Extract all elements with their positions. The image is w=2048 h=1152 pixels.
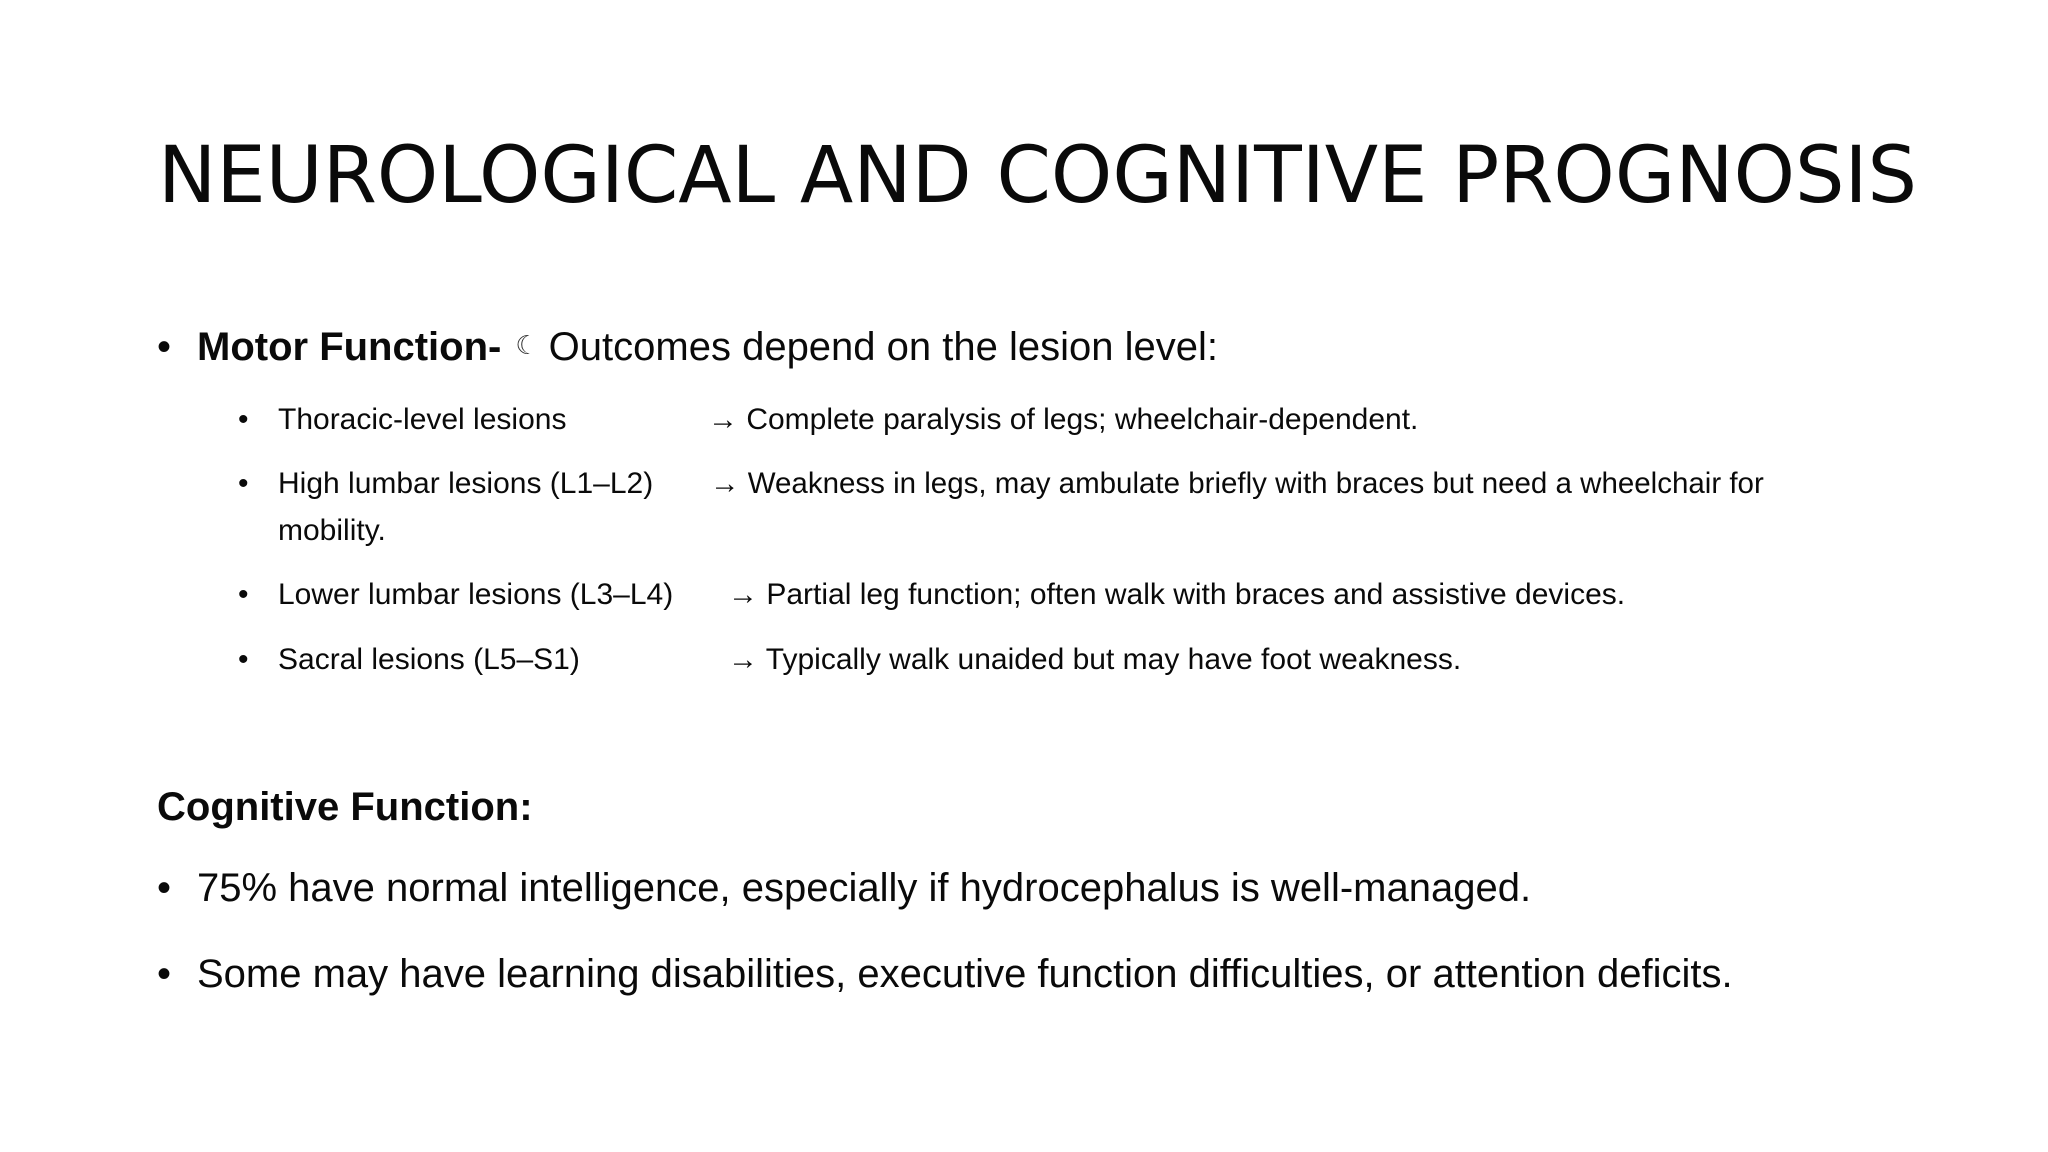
sub-bullet-marker: •	[238, 643, 249, 676]
lesion-outcome: → Weakness in legs, may ambulate briefly with braces but need a wheelchair for	[710, 467, 1764, 500]
motor-function-intro: Outcomes depend on the lesion level:	[548, 325, 1218, 369]
cognitive-item-text: Some may have learning disabilities, executive function difficulties, or attention deficits.	[197, 952, 1733, 996]
lesion-item-lower-lumbar	[238, 578, 1625, 612]
cognitive-item	[157, 952, 1733, 997]
motor-function-bullet	[157, 325, 1218, 370]
cognitive-item-text: 75% have normal intelligence, especially if hydrocephalus is well-managed.	[197, 866, 1532, 910]
cognitive-item	[157, 866, 1531, 911]
lesion-level-label: High lumbar lesions (L1–L2)	[278, 467, 654, 500]
lesion-item-thoracic	[238, 403, 1418, 437]
bullet-marker: •	[157, 952, 172, 996]
bullet-marker: •	[157, 866, 172, 910]
lesion-level-label: Thoracic-level lesions	[278, 403, 567, 436]
lesion-item-high-lumbar	[238, 467, 1764, 501]
cognitive-function-heading: Cognitive Function:	[157, 785, 533, 829]
lesion-outcome: → Typically walk unaided but may have foot weakness.	[728, 643, 1462, 676]
bullet-marker: •	[157, 325, 172, 369]
slide-title: NEUROLOGICAL AND COGNITIVE PROGNOSIS	[158, 131, 1918, 221]
lesion-outcome-continuation: mobility.	[278, 514, 386, 547]
lesion-outcome: → Partial leg function; often walk with braces and assistive devices.	[728, 578, 1626, 611]
lesion-level-label: Lower lumbar lesions (L3–L4)	[278, 578, 674, 611]
sub-bullet-marker: •	[238, 403, 249, 436]
motor-function-label: Motor Function-	[197, 325, 502, 369]
sub-bullet-marker: •	[238, 467, 249, 500]
moon-icon: ☾	[515, 331, 539, 361]
lesion-level-label: Sacral lesions (L5–S1)	[278, 643, 580, 676]
lesion-item-sacral	[238, 643, 1461, 677]
sub-bullet-marker: •	[238, 578, 249, 611]
lesion-outcome: → Complete paralysis of legs; wheelchair-dependent.	[708, 403, 1419, 436]
